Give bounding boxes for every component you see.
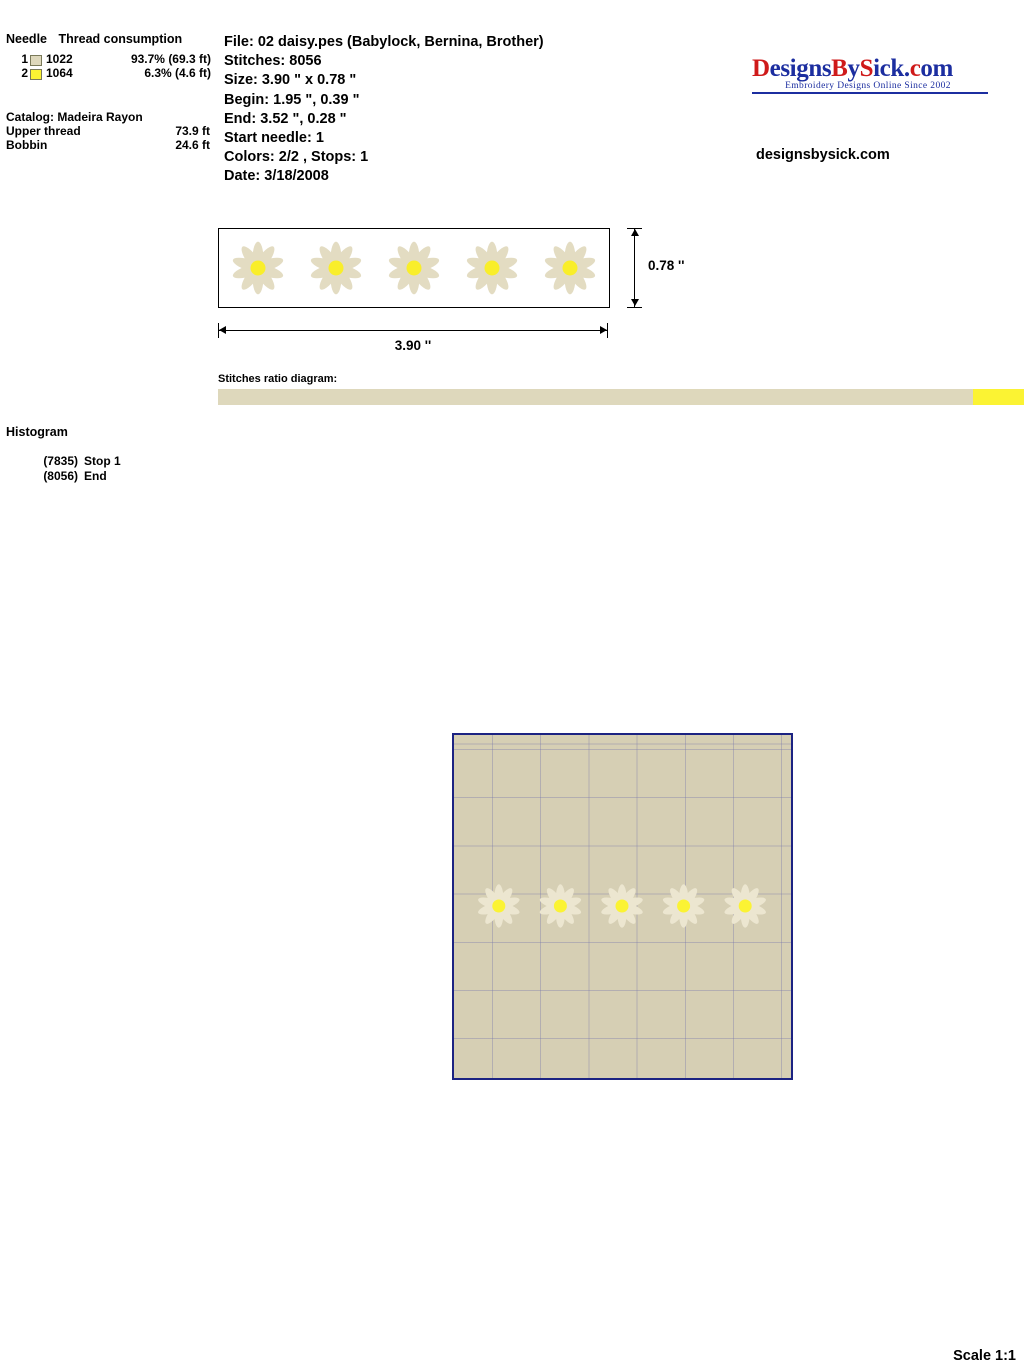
histogram-list [6,454,121,484]
logo-wordmark [752,56,997,82]
upper-thread-label: Upper thread [6,124,81,138]
bobbin-line [6,138,216,152]
scale-label: Scale 1:1 [953,1348,1016,1364]
color-swatch [30,55,42,66]
bobbin-value: 24.6 ft [175,138,210,152]
needle-table-header [6,32,216,46]
logo-divider [752,92,988,94]
arrow-up-icon [631,229,639,236]
ratio-segment-1 [218,389,973,405]
design-preview-area [218,228,688,358]
catalog-name-line [6,110,216,124]
catalog-block [6,110,216,152]
upper-thread-line [6,124,216,138]
info-date: Date: 3/18/2008 [224,168,329,185]
logo-ick: ick [873,55,904,82]
design-canvas [452,733,793,1080]
thread-percent: 6.3% (4.6 ft) [144,66,211,80]
histogram-title: Histogram [6,425,68,439]
logo-y: y [847,55,860,82]
info-file: File: 02 daisy.pes (Babylock, Bernina, Brother) [224,34,544,50]
daisy-strip-graphic-large [468,875,776,937]
arrow-down-icon [631,299,639,306]
needle-thread-table [6,32,216,80]
histogram-count: (7835) [43,454,78,468]
logo-d: D [752,55,770,82]
stitches-ratio-bar [218,389,1024,405]
dim-tick-bottom [627,307,642,308]
table-row [6,52,216,66]
site-url-text: designsbysick.com [756,147,890,163]
logo-esigns: esigns [769,55,832,82]
list-item [6,469,121,484]
histogram-name: End [84,469,107,483]
info-begin: Begin: 1.95 ", 0.39 " [224,91,360,108]
logo-om: om [920,55,953,82]
stitches-ratio-label: Stitches ratio diagram: [218,373,338,385]
thread-code: 1022 [46,52,73,66]
logo-b: B [831,55,848,82]
width-label: 3.90 '' [394,338,432,353]
design-info-block [224,33,544,187]
daisy-strip-graphic [219,229,609,307]
height-label: 0.78 '' [648,258,685,273]
dim-line-horizontal [218,330,608,331]
logo-s: S [859,55,874,82]
logo-c: c [909,55,921,82]
upper-thread-value: 73.9 ft [175,124,210,138]
info-size: Size: 3.90 " x 0.78 " [224,72,357,89]
histogram-name: Stop 1 [84,454,121,468]
thread-consumption-column-header: Thread consumption [58,32,183,46]
width-dimension [218,316,618,356]
logo-dot: . [903,55,910,82]
needle-column-header: Needle [6,32,47,46]
arrow-right-icon [600,326,607,334]
info-start-needle: Start needle: 1 [224,130,324,147]
info-stitches: Stitches: 8056 [224,53,322,70]
design-bounding-box [218,228,610,308]
arrow-left-icon [219,326,226,334]
color-swatch [30,69,42,80]
catalog-name: Catalog: Madeira Rayon [6,110,143,124]
height-dimension [620,228,710,308]
table-row [6,66,216,80]
logo-tagline: Embroidery Designs Online Since 2002 [785,81,951,91]
list-item [6,454,121,469]
bobbin-label: Bobbin [6,138,48,152]
info-colors: Colors: 2/2 , Stops: 1 [224,149,369,166]
needle-index: 1 [21,52,28,66]
needle-index: 2 [21,66,28,80]
dim-line-vertical [634,228,635,307]
histogram-count: (8056) [43,469,78,483]
thread-code: 1064 [46,66,73,80]
ratio-segment-2 [973,389,1024,405]
info-end: End: 3.52 ", 0.28 " [224,110,347,127]
thread-percent: 93.7% (69.3 ft) [130,52,211,66]
designsbysick-logo [752,56,997,106]
